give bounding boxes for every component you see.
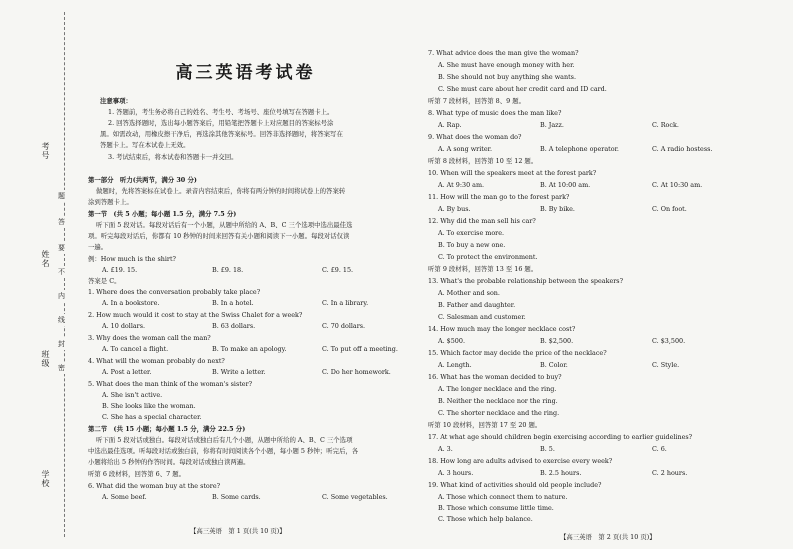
question: 17. At what age should children begin exercising according to earlier guidelines? <box>428 433 693 441</box>
option: C. She has a special character. <box>102 413 202 421</box>
question: 16. What has the woman decided to buy? <box>428 373 562 381</box>
question: 13. What's the probable relationship between the speakers? <box>428 277 623 285</box>
option: A. A song writer. <box>438 145 492 153</box>
instruction-line: 听下面 5 段对话。每段对话后有一个小题，从题中所给的 A、B、C 三个选项中选出最佳选 <box>96 221 353 229</box>
option: B. By bike. <box>540 205 575 213</box>
material-heading: 听第 8 段材料，回答第 10 至 12 题。 <box>428 157 538 165</box>
note-line: 3. 考试结束后，将本试卷和答题卡一并交回。 <box>108 153 238 161</box>
instruction-line: 项。听完每段对话后，你都有 10 秒钟的时间来回答有关小题和阅读下一小题。每段对话仅读 <box>88 232 350 240</box>
section-heading: 第一节 (共 5 小题；每小题 1.5 分，满分 7.5 分) <box>88 210 237 218</box>
instruction-line: 一遍。 <box>88 243 108 251</box>
page-footer: 【高三英语 第 2 页(共 10 页)】 <box>560 533 656 541</box>
example-answer: 答案是 C。 <box>88 277 121 285</box>
instruction-line: 涂到答题卡上。 <box>88 198 133 206</box>
option: A. She isn't active. <box>102 391 163 399</box>
option: B. To buy a new one. <box>438 241 506 249</box>
option: C. To protect the environment. <box>438 253 538 261</box>
instruction-line: 小题将给出 5 秒钟的作答时间。每段对话或独白读两遍。 <box>88 458 250 466</box>
material-heading: 听第 7 段材料，回答第 8、9 题。 <box>428 97 526 105</box>
option: A. To exercise more. <box>438 229 505 237</box>
material-heading: 听第 10 段材料，回答第 17 至 20 题。 <box>428 421 542 429</box>
option: A. 3. <box>438 445 453 453</box>
option: A. Post a letter. <box>102 368 152 376</box>
seal-char: 封 <box>58 340 65 348</box>
option: B. At 10:00 am. <box>540 181 591 189</box>
option: C. £9. 15. <box>322 266 354 274</box>
question: 2. How much would it cost to stay at the Swiss Chalet for a week? <box>88 311 303 319</box>
option: C. 70 dollars. <box>322 322 366 330</box>
option: C. At 10:30 am. <box>652 181 703 189</box>
question: 4. What will the woman probably do next? <box>88 357 225 365</box>
option: B. Jazz. <box>540 121 564 129</box>
instruction-line: 做题时，先将答案标在试卷上。录音内容结束后，你将有两分钟的时间将试卷上的答案转 <box>96 187 346 195</box>
option: C. She must care about her credit card and ID card. <box>438 85 607 93</box>
option: A. By bus. <box>438 205 471 213</box>
option: B. Color. <box>540 361 568 369</box>
option: A. She must have enough money with her. <box>438 61 575 69</box>
note-line: 1. 答题前，考生务必将自己的姓名、考生号、考场号、座位号填写在答题卡上。 <box>108 108 334 116</box>
seal-char: 内 <box>58 292 65 300</box>
material-heading: 听第 9 段材料，回答第 13 至 16 题。 <box>428 265 538 273</box>
section-heading: 第二节 (共 15 小题；每小题 1.5 分，满分 22.5 分) <box>88 425 246 433</box>
option: A. 10 dollars. <box>102 322 146 330</box>
option: B. A telephone operator. <box>540 145 619 153</box>
instruction-line: 听下面 5 段对话或独白。每段对话或独白后有几个小题，从题中所给的 A、B、C 三个选项 <box>96 436 353 444</box>
option: B. To make an apology. <box>212 345 287 353</box>
question: 12. Why did the man sell his car? <box>428 217 536 225</box>
option: A. The longer necklace and the ring. <box>438 385 557 393</box>
option: C. Some vegetables. <box>322 493 388 501</box>
label-name: 姓名 <box>41 250 50 268</box>
question: 15. Which factor may decide the price of the necklace? <box>428 349 607 357</box>
question: 11. How will the man go to the forest park? <box>428 193 570 201</box>
option: C. The shorter necklace and the ring. <box>438 409 560 417</box>
option: C. Rock. <box>652 121 679 129</box>
option: C. 6. <box>652 445 667 453</box>
option: C. Style. <box>652 361 680 369</box>
option: B. Some cards. <box>212 493 261 501</box>
question: 9. What does the woman do? <box>428 133 522 141</box>
question: 8. What type of music does the man like? <box>428 109 562 117</box>
binding-margin <box>0 0 88 549</box>
material-heading: 听第 6 段材料，回答第 6、7 题。 <box>88 470 186 478</box>
option: C. In a library. <box>322 299 369 307</box>
option: C. Do her homework. <box>322 368 391 376</box>
notes-heading: 注意事项： <box>100 97 132 105</box>
question: 18. How long are adults advised to exercise every week? <box>428 457 613 465</box>
option: A. Some beef. <box>102 493 147 501</box>
seal-char: 题 <box>58 192 65 200</box>
question: 7. What advice does the man give the woman? <box>428 49 579 57</box>
page-footer: 【高三英语 第 1 页(共 10 页)】 <box>190 527 286 535</box>
question: 5. What does the man think of the woman's sister? <box>88 380 253 388</box>
part-heading: 第一部分 听力(共两节，满分 30 分) <box>88 176 197 184</box>
option: C. On foot. <box>652 205 687 213</box>
option: B. 63 dollars. <box>212 322 256 330</box>
option: B. £9. 18. <box>212 266 244 274</box>
option: A. Length. <box>438 361 472 369</box>
seal-char: 答 <box>58 218 65 226</box>
option: B. Father and daughter. <box>438 301 516 309</box>
label-school: 学校 <box>41 470 50 488</box>
seal-char: 密 <box>58 364 65 372</box>
question: 3. Why does the woman call the man? <box>88 334 211 342</box>
question: 1. Where does the conversation probably take place? <box>88 288 261 296</box>
note-line: 黑。如需改动，用橡皮擦干净后，再选涂其他答案标号。回答非选择题时，将答案写在 <box>100 130 343 138</box>
option: A. Mother and son. <box>438 289 500 297</box>
option: A. Those which connect them to nature. <box>438 493 568 501</box>
option: A. Rap. <box>438 121 462 129</box>
option: C. To put off a meeting. <box>322 345 398 353</box>
option: A. To cancel a flight. <box>102 345 169 353</box>
option: B. $2,500. <box>540 337 574 345</box>
note-line: 2. 回答选择题时，选出每小题答案后，用铅笔把答题卡上对应题目的答案标号涂 <box>108 119 334 127</box>
option: B. Those which consume little time. <box>438 504 554 512</box>
question: 19. What kind of activities should old people include? <box>428 481 602 489</box>
option: B. 5. <box>540 445 555 453</box>
option: A. At 9:30 am. <box>438 181 485 189</box>
question: 6. What did the woman buy at the store? <box>88 482 221 490</box>
label-exam-number: 考号 <box>41 142 50 160</box>
example-question: 例：How much is the shirt? <box>88 255 176 263</box>
option: A. $500. <box>438 337 465 345</box>
note-line: 答题卡上。写在本试卷上无效。 <box>100 141 190 149</box>
option: C. Salesman and customer. <box>438 313 526 321</box>
option: A. £19. 15. <box>102 266 138 274</box>
option: C. 2 hours. <box>652 469 688 477</box>
label-class: 班级 <box>41 350 50 368</box>
instruction-line: 中选出最佳选项。听每段对话或独白前，你将有时间阅读各个小题，每小题 5 秒钟；听完后，各 <box>88 447 359 455</box>
option: B. She should not buy anything she wants. <box>438 73 576 81</box>
option: B. 2.5 hours. <box>540 469 582 477</box>
option: B. Write a letter. <box>212 368 266 376</box>
option: B. She looks like the woman. <box>102 402 196 410</box>
question: 10. When will the speakers meet at the forest park? <box>428 169 597 177</box>
option: A. 3 hours. <box>438 469 474 477</box>
exam-title: 高三英语考试卷 <box>175 63 316 83</box>
option: C. $3,500. <box>652 337 686 345</box>
option: B. Neither the necklace nor the ring. <box>438 397 558 405</box>
question: 14. How much may the longer necklace cost? <box>428 325 576 333</box>
option: A. In a bookstore. <box>102 299 160 307</box>
seal-char: 要 <box>58 244 65 252</box>
seal-char: 线 <box>58 316 65 324</box>
option: C. A radio hostess. <box>652 145 713 153</box>
seal-char: 不 <box>58 268 65 276</box>
option: C. Those which help balance. <box>438 515 533 523</box>
option: B. In a hotel. <box>212 299 254 307</box>
